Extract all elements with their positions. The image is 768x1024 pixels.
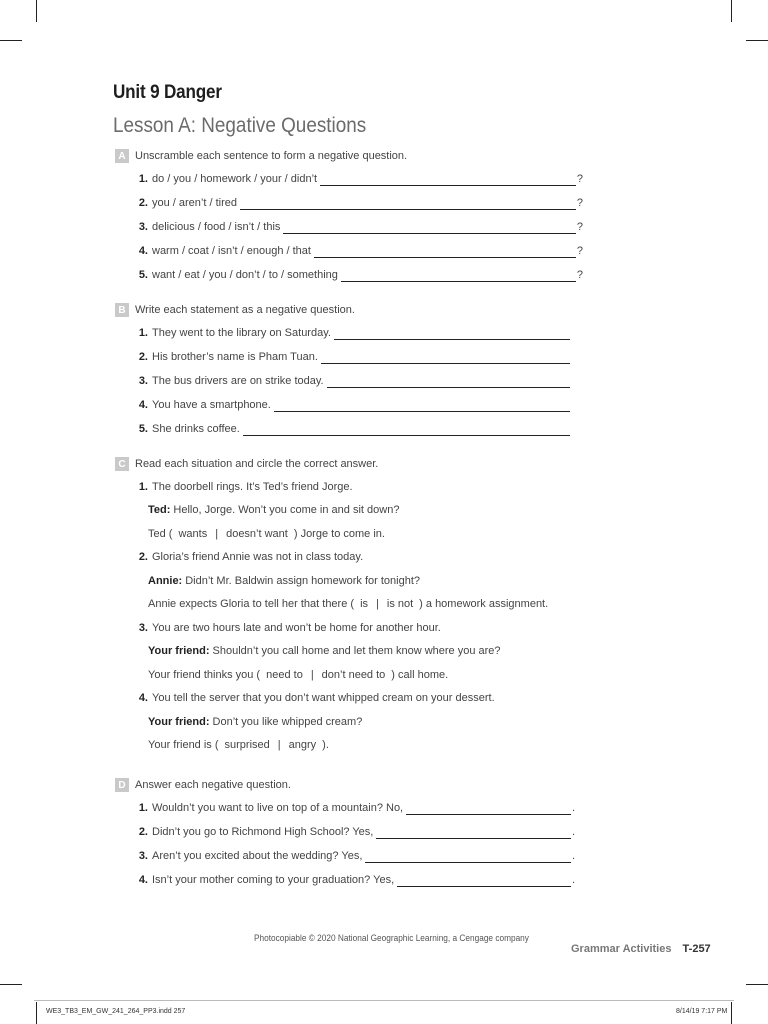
item-prompt: Wouldn’t you want to live on top of a mountain? No, — [152, 802, 404, 814]
item-prompt: do / you / homework / your / didn’t — [152, 173, 318, 185]
answer-line[interactable] — [283, 221, 575, 234]
choice-separator: | — [277, 739, 281, 752]
item-prompt: She drinks coffee. — [152, 423, 240, 435]
answer-prefix: Your friend thinks you ( — [148, 668, 261, 681]
list-item — [113, 191, 583, 215]
list-item — [113, 820, 575, 844]
dialogue-line: Hello, Jorge. Won’t you come in and sit down? — [173, 504, 400, 517]
list-item — [113, 263, 583, 287]
crop-mark — [731, 0, 732, 22]
item-number: 3. — [138, 621, 148, 634]
slug-filename: WE3_TB3_EM_GW_241_264_PP3.indd 257 — [46, 1008, 186, 1015]
answer-suffix: ) Jorge to come in. — [293, 527, 385, 540]
section-badge: D — [115, 778, 129, 792]
item-number: 1. — [138, 802, 148, 814]
list-item — [113, 167, 583, 191]
item-number: 4. — [138, 399, 148, 411]
speaker-label: Ted: — [148, 504, 171, 517]
choice-option[interactable]: angry — [288, 739, 317, 752]
answer-line[interactable] — [243, 423, 570, 436]
list-item — [113, 417, 570, 441]
situation-text: You are two hours late and won’t be home for another hour. — [152, 621, 441, 634]
section-d — [113, 774, 575, 892]
answer-prefix: Annie expects Gloria to tell her that there ( — [148, 598, 355, 611]
item-number: 2. — [138, 551, 148, 564]
item-end-mark: ? — [576, 269, 583, 281]
section-a — [113, 145, 583, 287]
item-number: 4. — [138, 692, 148, 705]
list-item — [113, 215, 583, 239]
choice-separator: | — [310, 668, 314, 681]
list-item — [113, 868, 575, 892]
situation-text: Gloria’s friend Annie was not in class today. — [152, 551, 364, 564]
item-prompt: want / eat / you / don’t / to / something — [152, 269, 338, 281]
item-number: 1. — [138, 327, 148, 339]
answer-line[interactable] — [240, 197, 576, 210]
section-b — [113, 299, 570, 441]
item-prompt: They went to the library on Saturday. — [152, 327, 331, 339]
dialogue-line: Shouldn’t you call home and let them know where you are? — [212, 645, 501, 658]
situation-text: The doorbell rings. It’s Ted’s friend Jorge. — [152, 480, 353, 493]
item-prompt: Isn’t your mother coming to your graduation? Yes, — [152, 874, 395, 886]
item-end-mark: ? — [576, 245, 583, 257]
dialogue-line: Don’t you like whipped cream? — [212, 715, 363, 728]
answer-suffix: ). — [322, 739, 329, 752]
item-end-mark: . — [571, 850, 575, 862]
item-number: 3. — [138, 850, 148, 862]
list-item — [113, 796, 575, 820]
item-number: 2. — [138, 826, 148, 838]
item-end-mark: ? — [576, 221, 583, 233]
answer-line[interactable] — [376, 826, 571, 839]
answer-line[interactable] — [321, 351, 570, 364]
answer-suffix: ) call home. — [391, 668, 449, 681]
section-c — [113, 453, 633, 757]
item-prompt: His brother’s name is Pham Tuan. — [152, 351, 318, 363]
item-end-mark: ? — [576, 197, 583, 209]
list-item — [113, 239, 583, 263]
choice-option[interactable]: surprised — [224, 739, 270, 752]
choice-option[interactable]: don’t need to — [321, 668, 386, 681]
unit-title: Unit 9 Danger — [113, 82, 222, 103]
answer-line[interactable] — [314, 245, 576, 258]
crop-mark — [36, 0, 37, 22]
list-item — [113, 844, 575, 868]
item-prompt: Aren’t you excited about the wedding? Yes, — [152, 850, 363, 862]
item-prompt: The bus drivers are on strike today. — [152, 375, 324, 387]
slug-divider — [34, 1000, 734, 1001]
item-prompt: warm / coat / isn’t / enough / that — [152, 245, 311, 257]
item-number: 5. — [138, 423, 148, 435]
crop-mark — [0, 40, 22, 41]
list-item — [113, 321, 570, 345]
running-footer — [571, 943, 711, 955]
answer-line[interactable] — [365, 850, 571, 863]
situation-item — [113, 475, 633, 546]
choice-option[interactable]: wants — [178, 527, 208, 540]
list-item — [113, 393, 570, 417]
situation-text: You tell the server that you don’t want whipped cream on your dessert. — [152, 692, 495, 705]
section-c-header — [113, 453, 633, 475]
answer-line[interactable] — [274, 399, 570, 412]
situation-item — [113, 687, 633, 758]
choice-option[interactable]: is not — [386, 598, 414, 611]
section-instruction: Read each situation and circle the correct answer. — [135, 458, 379, 470]
choice-option[interactable]: is — [360, 598, 369, 611]
crop-mark — [0, 984, 22, 985]
item-prompt: Didn’t you go to Richmond High School? Yes, — [152, 826, 374, 838]
crop-mark — [36, 1002, 37, 1024]
answer-line[interactable] — [397, 874, 571, 887]
item-number: 2. — [138, 197, 148, 209]
list-item — [113, 345, 570, 369]
section-d-header — [113, 774, 575, 796]
answer-line[interactable] — [406, 802, 571, 815]
item-end-mark: . — [571, 802, 575, 814]
choice-separator: | — [215, 527, 219, 540]
choice-option[interactable]: need to — [266, 668, 303, 681]
item-number: 4. — [138, 245, 148, 257]
section-instruction: Unscramble each sentence to form a negative question. — [135, 150, 408, 162]
item-number: 3. — [138, 221, 148, 233]
item-number: 2. — [138, 351, 148, 363]
section-badge: B — [115, 303, 129, 317]
item-prompt: You have a smartphone. — [152, 399, 271, 411]
speaker-label: Your friend: — [148, 645, 210, 658]
answer-line[interactable] — [327, 375, 570, 388]
answer-prefix: Your friend is ( — [148, 739, 219, 752]
item-end-mark: . — [571, 826, 575, 838]
item-number: 1. — [138, 173, 148, 185]
item-prompt: you / aren’t / tired — [152, 197, 237, 209]
situation-item — [113, 616, 633, 687]
dialogue-line: Didn’t Mr. Baldwin assign homework for tonight? — [185, 574, 421, 587]
answer-line[interactable] — [341, 269, 576, 282]
answer-suffix: ) a homework assignment. — [419, 598, 549, 611]
item-number: 3. — [138, 375, 148, 387]
crop-mark — [746, 40, 768, 41]
slug-timestamp: 8/14/19 7:17 PM — [676, 1008, 728, 1015]
speaker-label: Your friend: — [148, 715, 210, 728]
section-badge: A — [115, 149, 129, 163]
item-prompt: delicious / food / isn’t / this — [152, 221, 281, 233]
page-number: T-257 — [682, 943, 711, 955]
item-end-mark: . — [571, 874, 575, 886]
list-item — [113, 369, 570, 393]
section-label: Grammar Activities — [571, 943, 672, 955]
answer-line[interactable] — [320, 173, 576, 186]
item-end-mark: ? — [576, 173, 583, 185]
item-number: 5. — [138, 269, 148, 281]
item-number: 4. — [138, 874, 148, 886]
copyright-notice: Photocopiable © 2020 National Geographic Learning, a Cengage company — [254, 933, 529, 943]
choice-option[interactable]: doesn’t want — [226, 527, 288, 540]
answer-prefix: Ted ( — [148, 527, 173, 540]
lesson-title: Lesson A: Negative Questions — [113, 114, 367, 137]
section-instruction: Write each statement as a negative question. — [135, 304, 355, 316]
item-number: 1. — [138, 480, 148, 493]
section-a-header — [113, 145, 583, 167]
choice-separator: | — [376, 598, 379, 611]
answer-line[interactable] — [334, 327, 570, 340]
section-instruction: Answer each negative question. — [135, 779, 291, 791]
section-badge: C — [115, 457, 129, 471]
situation-item — [113, 546, 633, 617]
crop-mark — [731, 1002, 732, 1024]
crop-mark — [746, 984, 768, 985]
speaker-label: Annie: — [148, 574, 183, 587]
section-b-header — [113, 299, 570, 321]
